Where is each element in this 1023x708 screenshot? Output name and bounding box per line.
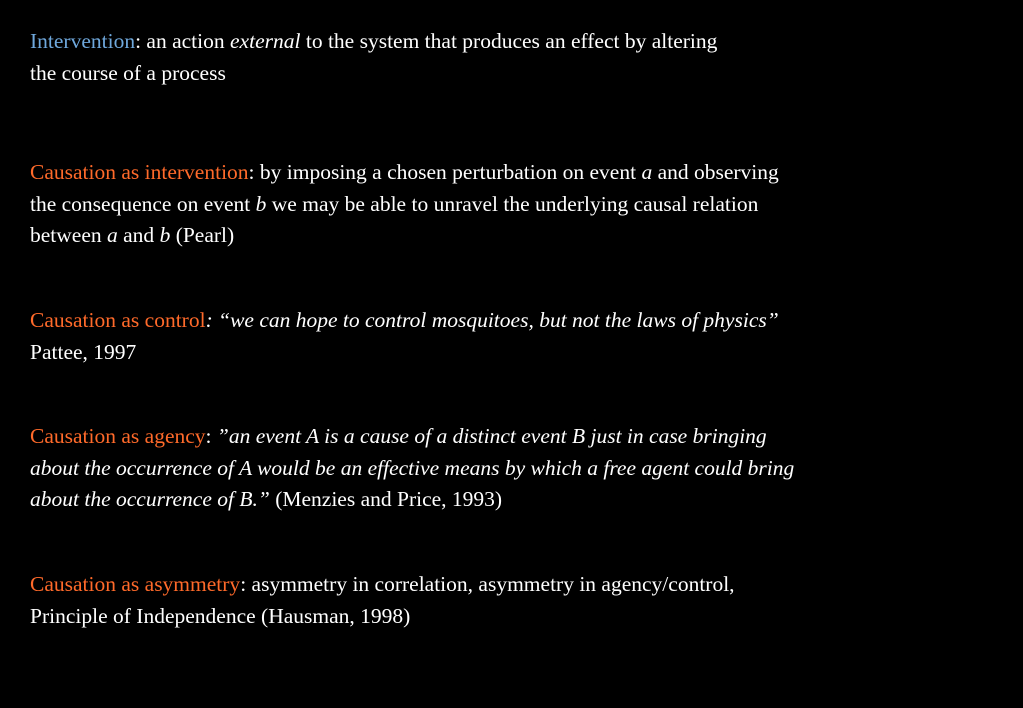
term-causation-control: Causation as control bbox=[30, 308, 206, 332]
paragraph-intervention bbox=[30, 26, 1005, 89]
variable-a: a bbox=[107, 223, 118, 247]
citation: (Menzies and Price, 1993) bbox=[269, 487, 503, 511]
term-causation-agency: Causation as agency bbox=[30, 424, 206, 448]
text: , bbox=[467, 572, 474, 596]
quote: about the occurrence of B.” bbox=[30, 487, 270, 511]
paragraph-causation-control bbox=[30, 305, 1005, 368]
variable-b: b bbox=[255, 191, 267, 216]
term-intervention: Intervention bbox=[30, 29, 136, 53]
text: : bbox=[205, 424, 217, 448]
text: the consequence on event bbox=[30, 191, 256, 216]
text: : by imposing a chosen perturbation on event bbox=[248, 160, 642, 184]
text: we may be able to unravel the underlying causal relation bbox=[266, 191, 759, 216]
text: the course of a process bbox=[30, 60, 226, 85]
emphasis-external: external bbox=[230, 29, 301, 53]
quote: about the occurrence of A would be an effective means by which a free agent could bring bbox=[30, 455, 795, 480]
text: Principle of Independence (Hausman, 1998) bbox=[30, 603, 411, 628]
text: : bbox=[205, 308, 219, 332]
text: : an action bbox=[135, 29, 231, 53]
term-causation-intervention: Causation as intervention bbox=[30, 160, 249, 184]
text: asymmetry in agency/control, bbox=[473, 572, 735, 596]
quote: “we can hope to control mosquitoes, but not the laws of physics” bbox=[218, 308, 779, 332]
citation: Pattee, 1997 bbox=[30, 339, 137, 364]
text: : asymmetry in correlation bbox=[240, 572, 468, 596]
text: between bbox=[30, 223, 108, 247]
text: (Pearl) bbox=[170, 223, 235, 247]
paragraph-causation-agency bbox=[30, 421, 1005, 516]
variable-a: a bbox=[641, 160, 653, 184]
variable-b: b bbox=[159, 223, 171, 247]
paragraph-causation-asymmetry bbox=[30, 569, 1005, 632]
paragraph-causation-intervention bbox=[30, 157, 1005, 252]
text: and observing bbox=[652, 160, 779, 184]
text: to the system that produces an effect by altering bbox=[300, 29, 718, 53]
term-causation-asymmetry: Causation as asymmetry bbox=[30, 572, 241, 596]
quote: ”an event A is a cause of a distinct event B just in case bringing bbox=[216, 424, 767, 448]
text: and bbox=[117, 223, 160, 247]
